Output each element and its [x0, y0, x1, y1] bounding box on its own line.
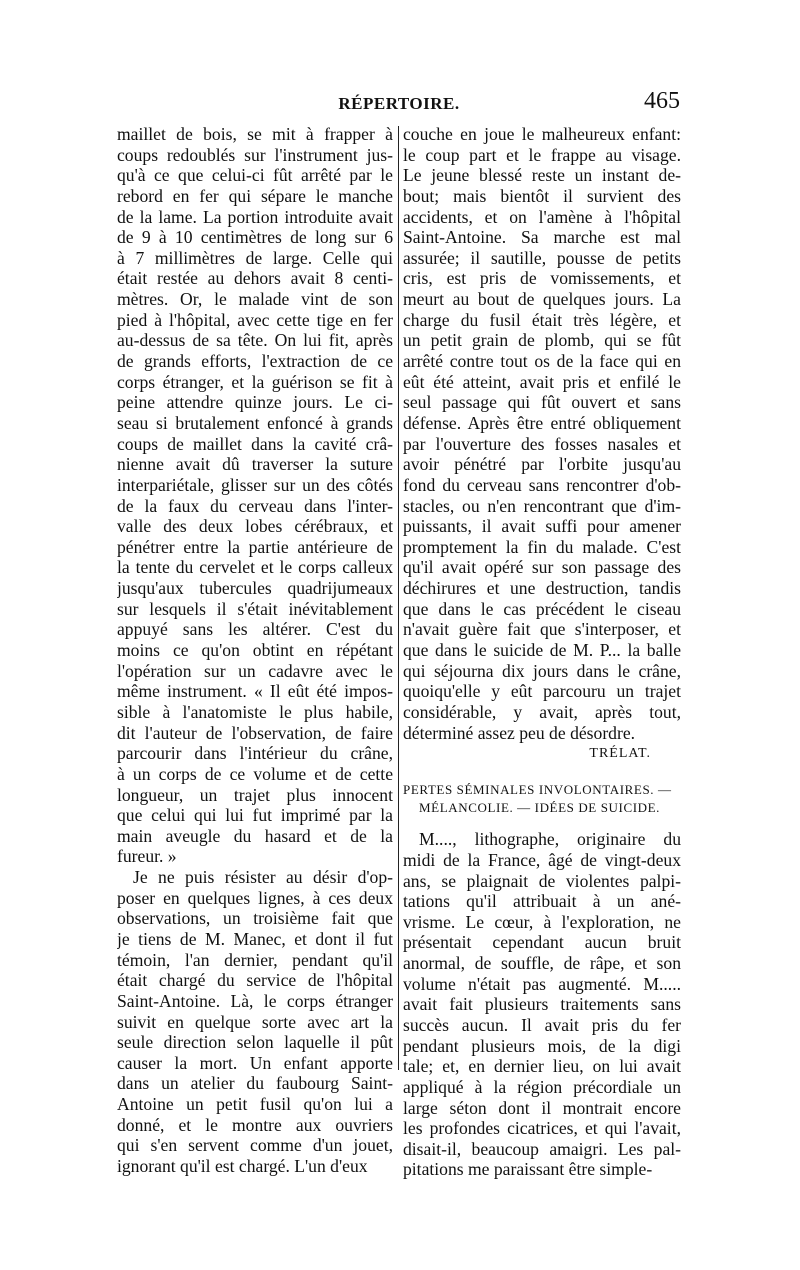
text-line: bout; mais bientôt il survient des [403, 185, 681, 206]
text-line: le coup part et le frappe au visage. [403, 144, 681, 165]
text-line: appuyé sans les altérer. C'est du [117, 619, 393, 640]
running-header [118, 88, 680, 120]
text-line: Antoine un petit fusil qu'on lui a [117, 1094, 393, 1115]
text-line: moins ce qu'on obtint en répétant [117, 640, 393, 661]
text-line: seul passage qui fût ouvert et sans [403, 392, 681, 413]
text-line: que dans le suicide de M. P... la balle [403, 640, 681, 661]
text-line: large séton dont il montrait encore [403, 1097, 681, 1118]
text-line: les profondes cicatrices, et qui l'avait, [403, 1118, 681, 1139]
running-title: RÉPERTOIRE. [338, 94, 460, 113]
text-line: quoiqu'elle y eût parcouru un trajet [403, 681, 681, 702]
text-line: l'opération sur un cadavre avec le [117, 660, 393, 681]
text-line: parcourir dans l'intérieur du crâne, [117, 743, 393, 764]
text-line: accidents, et on l'amène à l'hôpital [403, 206, 681, 227]
text-line: peine attendre quinze jours. Le ci- [117, 392, 393, 413]
text-line: avoir pénétré par l'orbite jusqu'au [403, 454, 681, 475]
text-line: midi de la France, âgé de vingt-deux [403, 849, 681, 870]
text-line: qui séjourna dix jours dans le crâne, [403, 660, 681, 681]
text-line: maillet de bois, se mit à frapper à [117, 124, 393, 144]
text-line: témoin, l'an dernier, pendant qu'il [117, 949, 393, 970]
text-line: qu'il avait opéré sur son passage des [403, 557, 681, 578]
text-line: corps étranger, et la guérison se fit à [117, 371, 393, 392]
text-line: Saint-Antoine. Sa marche est mal [403, 227, 681, 248]
text-line: de grands efforts, l'extraction de ce [117, 351, 393, 372]
text-line: coups redoublés sur l'instrument jus- [117, 144, 393, 165]
text-line: à un corps de ce volume et de cette [117, 763, 393, 784]
text-line: de 9 à 10 centimètres de long sur 6 [117, 227, 393, 248]
text-line: présentait cependant aucun bruit [403, 932, 681, 953]
text-line: Je ne puis résister au désir d'op- [133, 867, 393, 888]
text-line: de la faux du cerveau dans l'inter- [117, 495, 393, 516]
text-line: n'avait guère fait que s'interposer, et [403, 619, 681, 640]
page-number: 465 [644, 88, 680, 114]
text-line: main aveugle du hasard et de la [117, 825, 393, 846]
right-column-text-b [403, 829, 681, 1180]
text-line: sible à l'anatomiste le plus habile, [117, 701, 393, 722]
text-line: pied à l'hôpital, avec cette tige en fer [117, 309, 393, 330]
text-line: déchirures et une destruction, tandis [403, 578, 681, 599]
text-line: meurt au bout de quelques jours. La [403, 289, 681, 310]
text-line: anormal, de souffle, de râpe, et son [403, 953, 681, 974]
text-line: disait-il, beaucoup amaigri. Les pal- [403, 1138, 681, 1159]
text-line: charge du fusil était très légère, et [403, 309, 681, 330]
text-line: tale; et, en dernier lieu, on lui avait [403, 1056, 681, 1077]
text-line: je tiens de M. Manec, et dont il fut [117, 928, 393, 949]
text-line: la tente du cervelet et le corps calleux [117, 557, 393, 578]
section-heading [403, 781, 681, 817]
text-line: seule direction selon laquelle il pût [117, 1032, 393, 1053]
text-line: Saint-Antoine. Là, le corps étranger [117, 990, 393, 1011]
text-line: de la lame. La portion introduite avait [117, 206, 393, 227]
text-line: un petit grain de plomb, qui se fût [403, 330, 681, 351]
text-line: que dans le cas précédent le ciseau [403, 598, 681, 619]
text-line: puissants, il avait suffi pour amener [403, 516, 681, 537]
text-line: défense. Après être entré obliquement [403, 412, 681, 433]
text-line: ignorant qu'il est chargé. L'un d'eux [117, 1156, 368, 1177]
right-column [403, 124, 681, 1180]
text-line: même instrument. « Il eût été impos- [117, 681, 393, 702]
text-line: observations, un troisième fait que [117, 908, 393, 929]
text-line: volume n'était pas augmenté. M..... [403, 973, 681, 994]
section-heading-line-2: MÉLANCOLIE. — IDÉES DE SUICIDE. [419, 800, 661, 816]
text-line: par l'ouverture des fosses nasales et [403, 433, 681, 454]
text-line: tations qu'il attribuait à un ané- [403, 891, 681, 912]
text-line: cris, est pris de vomissements, et [403, 268, 681, 289]
text-line: qu'à ce que celui-ci fût arrêté par le [117, 165, 393, 186]
text-line: vrisme. Le cœur, à l'exploration, ne [403, 911, 681, 932]
text-line: longueur, un trajet plus innocent [117, 784, 393, 805]
text-line: pénétrer entre la partie antérieure de [117, 536, 393, 557]
text-line: causer la mort. Un enfant apporte [117, 1052, 393, 1073]
text-line: appliqué à la région précordiale un [403, 1076, 681, 1097]
right-column-text-a [403, 124, 681, 743]
left-column [117, 124, 393, 1177]
text-line: déterminé assez peu de désordre. [403, 722, 636, 743]
section-heading-line-1: PERTES SÉMINALES INVOLONTAIRES. — [403, 782, 672, 798]
text-line: fureur. » [117, 846, 177, 867]
text-line: que celui qui lui fut imprimé par la [117, 805, 393, 826]
author-signature: TRÉLAT. [589, 746, 651, 762]
text-line: arrêté contre tout os de la face qui en [403, 351, 681, 372]
text-line: rebord en fer qui sépare le manche [117, 185, 393, 206]
text-line: M...., lithographe, originaire du [419, 829, 681, 850]
text-line: dans un atelier du faubourg Saint- [117, 1073, 393, 1094]
text-line: valle des deux lobes cérébraux, et [117, 516, 393, 537]
text-line: couche en joue le malheureux enfant: [403, 124, 681, 144]
text-line: fond du cerveau sans rencontrer d'ob- [403, 474, 681, 495]
text-line: coups de maillet dans la cavité crâ- [117, 433, 393, 454]
text-line: pendant plusieurs mois, de la digi [403, 1035, 681, 1056]
text-line: succès aucun. Il avait pris du fer [403, 1014, 681, 1035]
text-line: était restée au dehors avait 8 centi- [117, 268, 393, 289]
text-line: qui s'en servent comme d'un jouet, [117, 1135, 393, 1156]
text-line: ans, se plaignait de violentes palpi- [403, 870, 681, 891]
text-line: pitations me paraissant être simple- [403, 1159, 653, 1180]
text-line: donné, et le montre aux ouvriers [117, 1114, 393, 1135]
text-line: avait fait plusieurs traitements sans [403, 994, 681, 1015]
text-line: stacles, ou n'en rencontrant que d'im- [403, 495, 681, 516]
text-line: nienne avait dû traverser la suture [117, 454, 393, 475]
text-line: promptement la fin du malade. C'est [403, 536, 681, 557]
column-divider [398, 126, 399, 1070]
text-line: eût été atteint, avait pris et enfilé le [403, 371, 681, 392]
text-line: poser en quelques lignes, à ces deux [117, 887, 393, 908]
text-line: au-dessus de sa tête. On lui fit, après [117, 330, 393, 351]
text-line: seau si brutalement enfoncé à grands [117, 412, 393, 433]
text-line: suivit en quelque sorte avec art la [117, 1011, 393, 1032]
text-line: jusqu'aux tubercules quadrijumeaux [117, 578, 393, 599]
text-line: considérable, y avait, après tout, [403, 701, 681, 722]
text-line: assurée; il sautille, pousse de petits [403, 247, 681, 268]
text-line: dit l'auteur de l'observation, de faire [117, 722, 393, 743]
text-line: était chargé du service de l'hôpital [117, 970, 393, 991]
text-line: à 7 millimètres de large. Celle qui [117, 247, 393, 268]
text-line: sur lesquels il s'était inévitablement [117, 598, 393, 619]
text-line: Le jeune blessé reste un instant de- [403, 165, 681, 186]
text-line: mètres. Or, le malade vint de son [117, 289, 393, 310]
text-line: interpariétale, glisser sur un des côtés [117, 474, 393, 495]
